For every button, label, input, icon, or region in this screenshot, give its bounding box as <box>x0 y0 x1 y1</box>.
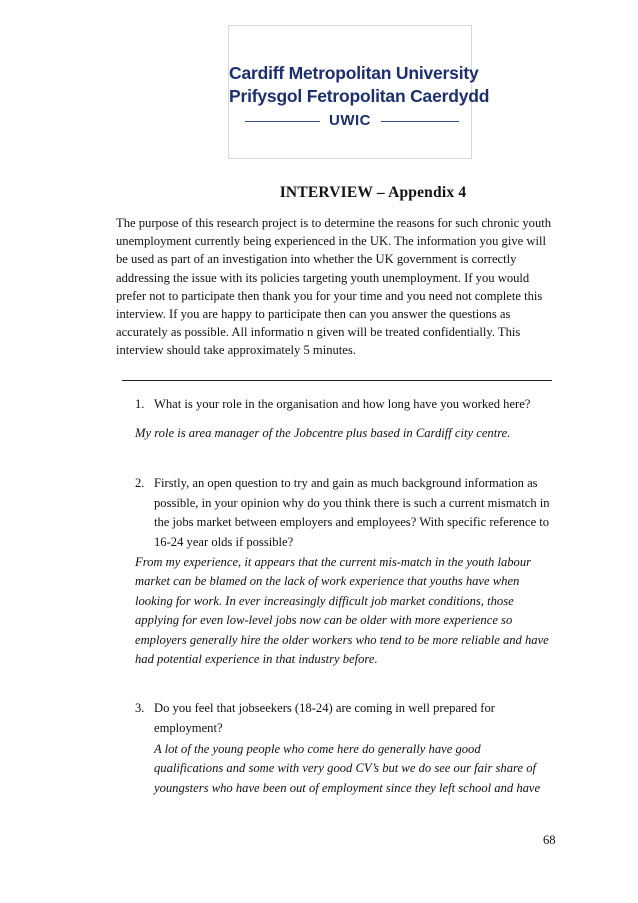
question-line: Do you feel that jobseekers (18-24) are coming in well prepared for <box>154 701 495 715</box>
page-title <box>0 184 638 202</box>
question-3 <box>135 699 495 738</box>
answer-line: employers generally hire the older workers who tend to be more reliable and have <box>135 632 549 647</box>
question-line: possible, in your opinion why do you think there is such a current mismatch in <box>154 495 550 510</box>
page-title-text: INTERVIEW – Appendix 4 <box>279 184 467 201</box>
logo-name-english: Cardiff Metropolitan University <box>229 63 479 83</box>
question-line: employment? <box>154 720 223 735</box>
answer-line: A lot of the young people who come here do generally have good <box>154 742 481 756</box>
logo-name-welsh: Prifysgol Fetropolitan Caerdydd <box>229 86 490 106</box>
answer-line: My role is area manager of the Jobcentre plus based in Cardiff city centre. <box>135 426 511 440</box>
answer-2 <box>135 553 549 669</box>
logo-mark: UWIC <box>329 112 371 129</box>
question-line: the jobs market between employers and employees? With specific reference to <box>154 515 550 530</box>
intro-line: addressing the issue with its policies targeting youth unemployment. If you would <box>116 270 530 285</box>
answer-line: qualifications and some with very good CV’s but we do see our fair share of <box>154 761 536 776</box>
answer-line: From my experience, it appears that the current mis-match in the youth labour <box>135 555 532 569</box>
answer-3 <box>154 740 540 798</box>
question-line: 16-24 year olds if possible? <box>154 535 294 550</box>
logo-rule-right <box>381 121 459 122</box>
question-number: 2. <box>135 476 145 490</box>
intro-paragraph <box>116 214 568 360</box>
intro-line: interview. If you are happy to participate then can you answer the questions as <box>116 307 511 322</box>
question-2 <box>135 474 550 553</box>
question-line: Firstly, an open question to try and gain as much background information as <box>154 476 538 490</box>
answer-line: market can be blamed on the lack of work experience that youths have when <box>135 574 520 589</box>
answer-line: looking for work. In ever increasingly difficult job market conditions, those <box>135 593 514 608</box>
page-number: 68 <box>543 833 556 847</box>
section-divider <box>122 380 552 381</box>
question-number: 3. <box>135 701 145 715</box>
intro-line: accurately as possible. All informatio n given will be treated confidentially. This <box>116 325 521 340</box>
university-logo <box>228 25 490 159</box>
answer-line: had potential experience in that industry before. <box>135 652 378 667</box>
question-line: What is your role in the organisation and how long have you worked here? <box>154 397 531 411</box>
intro-line: The purpose of this research project is to determine the reasons for such chronic youth <box>116 216 552 230</box>
answer-line: youngsters who have been out of employment since they left school and have <box>154 780 541 795</box>
question-1 <box>135 395 531 415</box>
intro-line: be used as part of an investigation into whether the UK government is correctly <box>116 252 517 267</box>
intro-line: interview should take approximately 5 minutes. <box>116 343 356 358</box>
answer-line: applying for even low-level jobs now can be older with more experience so <box>135 613 513 628</box>
intro-line: prefer not to participate then thank you for your time and you need not complete this <box>116 288 543 303</box>
answer-1 <box>135 424 510 443</box>
intro-line: unemployment currently being experienced in the UK. The information you give will <box>116 234 546 249</box>
question-number: 1. <box>135 397 145 411</box>
